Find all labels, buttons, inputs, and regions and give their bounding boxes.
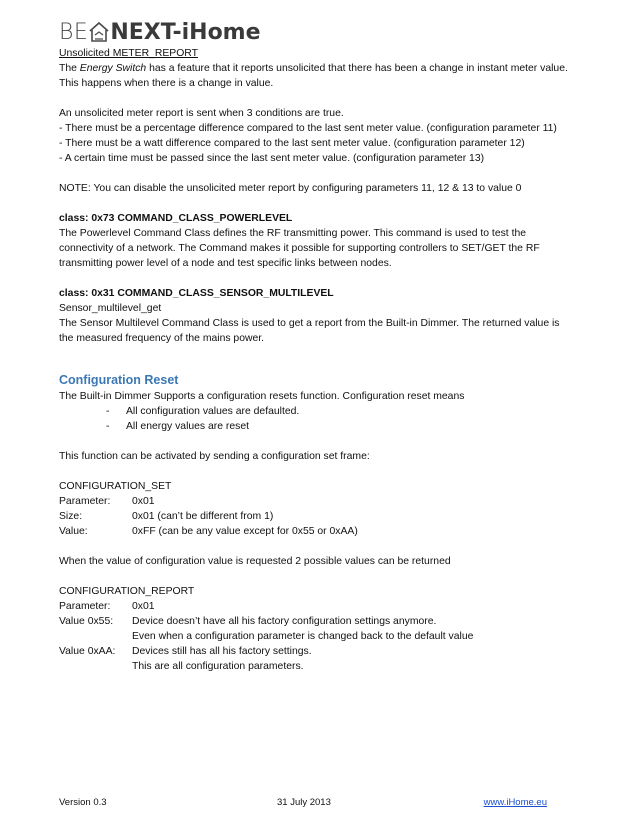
- row-value: 0x01 (can’t be different from 1): [132, 511, 274, 522]
- row-value: 0x01: [132, 496, 155, 507]
- paragraph-line: This function can be activated by sending a configuration set frame:: [59, 451, 370, 462]
- row-value: 0x01: [132, 601, 155, 612]
- footer-version: Version 0.3: [59, 797, 107, 808]
- paragraph-intro: [59, 61, 579, 76]
- intro-text: The: [59, 63, 80, 74]
- row-key: Value 0x55:: [59, 616, 114, 627]
- footer-date: 31 July 2013: [277, 797, 331, 808]
- logo-be-text: BE: [59, 19, 89, 45]
- paragraph-line: The Built-in Dimmer Supports a configuration resets function. Configuration reset means: [59, 391, 465, 402]
- section-title-unsolicited: Unsolicited METER_REPORT: [59, 48, 198, 59]
- config-report-title: CONFIGURATION_REPORT: [59, 586, 195, 597]
- config-set-title: CONFIGURATION_SET: [59, 481, 172, 492]
- section-title-multilevel: class: 0x31 COMMAND_CLASS_SENSOR_MULTILEVEL: [59, 288, 334, 299]
- row-key: Value 0xAA:: [59, 646, 116, 657]
- house-icon: [89, 21, 109, 43]
- note-text: NOTE: You can disable the unsolicited meter report by configuring parameters 11, 12 & 13 to value 0: [59, 183, 522, 194]
- footer-link[interactable]: www.iHome.eu: [483, 797, 547, 808]
- brand-logo: [59, 18, 261, 46]
- paragraph-line: When the value of configuration value is requested 2 possible values can be returned: [59, 556, 451, 567]
- paragraph-line: An unsolicited meter report is sent when 3 conditions are true.: [59, 108, 344, 119]
- heading-configuration-reset: Configuration Reset: [59, 373, 179, 387]
- paragraph-line: Sensor_multilevel_get: [59, 303, 162, 314]
- row-value: This are all configuration parameters.: [132, 661, 304, 672]
- row-key: Parameter:: [59, 601, 111, 612]
- logo-name-text: NEXT-iHome: [110, 19, 261, 45]
- config-report-row: [59, 599, 579, 614]
- bullet-item: - All configuration values are defaulted.: [106, 406, 300, 417]
- condition-item: - A certain time must be passed since the last sent meter value. (configuration parameter 13): [59, 153, 485, 164]
- config-report-row: [59, 644, 579, 659]
- row-key: Parameter:: [59, 496, 111, 507]
- condition-item: - There must be a watt difference compared to the last sent meter value. (configuration parameter 12): [59, 138, 525, 149]
- bullet-item: - All energy values are reset: [106, 421, 250, 432]
- page-footer: [59, 797, 547, 811]
- document-body: [59, 46, 579, 674]
- condition-item: - There must be a percentage difference compared to the last sent meter value. (configuration parameter 11): [59, 123, 557, 134]
- row-value: 0xFF (can be any value except for 0x55 or 0xAA): [132, 526, 358, 537]
- row-value: Devices still has all his factory settings.: [132, 646, 312, 657]
- paragraph-line: connectivity of a network. The Command makes it possible for supporting controllers to SET/GET the RF: [59, 243, 540, 254]
- paragraph-line: The Sensor Multilevel Command Class is used to get a report from the Built-in Dimmer. The returned value is: [59, 318, 560, 329]
- row-key: Value:: [59, 526, 88, 537]
- config-report-row: [59, 659, 579, 674]
- paragraph-line: transmitting power level of a node and test specific links between nodes.: [59, 258, 392, 269]
- paragraph-line: the measured frequency of the mains power.: [59, 333, 265, 344]
- intro-text-rest: has a feature that it reports unsolicited that there has been a change in instant meter value.: [146, 63, 568, 74]
- row-key: Size:: [59, 511, 83, 522]
- row-value: Device doesn’t have all his factory configuration settings anymore.: [132, 616, 437, 627]
- config-report-row: [59, 629, 579, 644]
- bullet-text: All energy values are reset: [126, 421, 250, 432]
- section-title-powerlevel: class: 0x73 COMMAND_CLASS_POWERLEVEL: [59, 213, 293, 224]
- config-set-row: [59, 524, 579, 539]
- config-set-row: [59, 509, 579, 524]
- paragraph-line: This happens when there is a change in value.: [59, 78, 274, 89]
- row-value: Even when a configuration parameter is changed back to the default value: [132, 631, 474, 642]
- bullet-text: All configuration values are defaulted.: [126, 406, 300, 417]
- intro-emphasis: Energy Switch: [79, 63, 147, 74]
- config-set-row: [59, 494, 579, 509]
- config-report-row: [59, 614, 579, 629]
- paragraph-line: The Powerlevel Command Class defines the RF transmitting power. This command is used to test the: [59, 228, 527, 239]
